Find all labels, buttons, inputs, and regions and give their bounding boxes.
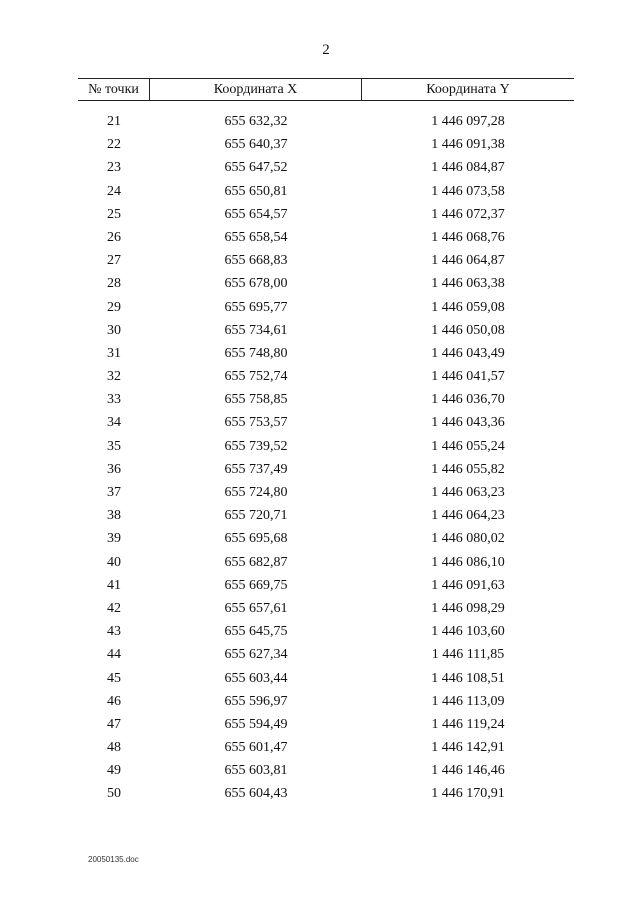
table-row [78,435,574,458]
table-row [78,504,574,527]
point-number-cell: 21 [107,114,121,129]
coordinate-y-cell: 1 446 119,24 [431,716,505,732]
coordinate-x-cell: 655 695,77 [224,299,288,315]
coordinate-y-cell: 1 446 064,23 [431,508,505,524]
coordinate-x-cell: 655 645,75 [224,624,288,640]
page-number: 2 [322,42,330,58]
table-row [78,342,574,365]
coordinate-y-cell: 1 446 111,85 [431,647,505,663]
table-body [78,110,574,806]
point-number-cell: 28 [107,276,121,292]
point-number-cell: 45 [107,670,121,686]
point-number-cell: 35 [107,438,121,454]
table-row [78,736,574,759]
table-row [78,133,574,156]
coordinate-x-cell: 655 758,85 [224,392,288,408]
table-row [78,643,574,666]
table-row [78,667,574,690]
coordinate-y-cell: 1 446 103,60 [431,624,505,640]
coordinate-x-cell: 655 594,49 [224,716,288,732]
coordinate-y-cell: 1 446 043,49 [431,345,505,361]
coordinates-table [78,78,574,806]
coordinate-y-cell: 1 446 097,28 [431,114,505,129]
table-row [78,574,574,597]
coordinate-y-cell: 1 446 072,37 [431,206,505,222]
coordinate-y-cell: 1 446 170,91 [431,786,505,802]
coordinate-x-cell: 655 654,57 [224,206,288,222]
table-row [78,365,574,388]
coordinate-x-cell: 655 647,52 [224,160,288,176]
table-row [78,481,574,504]
coordinate-x-cell: 655 695,68 [224,531,288,547]
table-row [78,203,574,226]
table-row [78,411,574,434]
point-number-cell: 49 [107,763,121,779]
coordinate-x-cell: 655 748,80 [224,345,288,361]
table-row [78,272,574,295]
coordinate-x-cell: 655 601,47 [224,740,288,756]
point-number-cell: 39 [107,531,121,547]
coordinate-y-cell: 1 446 036,70 [431,392,505,408]
coordinate-y-cell: 1 446 063,23 [431,485,505,500]
point-number-cell: 31 [107,345,121,361]
coordinate-x-cell: 655 669,75 [224,577,288,593]
coordinate-y-cell: 1 446 041,57 [431,369,505,385]
coordinate-x-cell: 655 596,97 [224,693,288,709]
coordinate-x-cell: 655 753,57 [224,415,288,431]
coordinate-y-cell: 1 446 084,87 [431,160,505,176]
table-row [78,156,574,179]
coordinate-x-cell: 655 657,61 [224,600,288,616]
table-row [78,388,574,411]
point-number-cell: 29 [107,299,121,315]
coordinate-x-cell: 655 720,71 [224,508,288,524]
point-number-cell: 34 [107,415,121,431]
point-number-cell: 43 [107,624,121,640]
coordinate-y-cell: 1 446 050,08 [431,322,505,338]
coordinate-y-cell: 1 446 043,36 [431,415,505,431]
coordinate-y-cell: 1 446 113,09 [431,693,505,709]
table-row [78,226,574,249]
coordinate-x-cell: 655 632,32 [224,114,288,129]
table-row [78,458,574,481]
coordinate-y-cell: 1 446 108,51 [431,670,505,686]
coordinate-y-cell: 1 446 068,76 [431,229,505,245]
point-number-cell: 48 [107,740,121,756]
footer-filename: 20050135.doc [88,855,139,864]
point-number-cell: 40 [107,554,121,570]
coordinate-x-cell: 655 734,61 [224,322,288,338]
point-number-cell: 23 [107,160,121,176]
coordinate-y-cell: 1 446 091,63 [431,577,505,593]
point-number-cell: 33 [107,392,121,408]
table-row [78,110,574,133]
table-row [78,249,574,272]
table-row [78,319,574,342]
coordinate-x-cell: 655 678,00 [224,276,288,292]
point-number-cell: 22 [107,137,121,153]
point-number-cell: 47 [107,716,121,732]
coordinate-x-cell: 655 603,81 [224,763,288,779]
coordinate-y-cell: 1 446 073,58 [431,183,505,199]
header-coordinate-y: Координата Y [426,82,510,97]
table-row [78,759,574,782]
point-number-cell: 27 [107,253,121,269]
coordinate-y-cell: 1 446 055,82 [431,461,505,477]
coordinate-y-cell: 1 446 091,38 [431,137,505,153]
point-number-cell: 50 [107,786,121,802]
point-number-cell: 41 [107,577,121,593]
point-number-cell: 32 [107,369,121,385]
coordinate-x-cell: 655 739,52 [224,438,288,454]
header-coordinate-x: Координата X [150,79,362,100]
coordinate-x-cell: 655 640,37 [224,137,288,153]
coordinate-x-cell: 655 682,87 [224,554,288,570]
coordinate-x-cell: 655 650,81 [224,183,288,199]
coordinate-x-cell: 655 627,34 [224,647,288,663]
table-row [78,296,574,319]
point-number-cell: 36 [107,461,121,477]
point-number-cell: 26 [107,229,121,245]
point-number-cell: 30 [107,322,121,338]
table-row [78,551,574,574]
coordinate-x-cell: 655 752,74 [224,369,288,385]
header-point-number: № точки [78,79,150,100]
coordinate-x-cell: 655 604,43 [224,786,288,802]
coordinate-y-cell: 1 446 063,38 [431,276,505,292]
table-row [78,713,574,736]
coordinate-y-cell: 1 446 080,02 [431,531,505,547]
table-header [78,78,574,101]
coordinate-y-cell: 1 446 142,91 [431,740,505,756]
coordinate-y-cell: 1 446 059,08 [431,299,505,315]
table-row [78,690,574,713]
table-row [78,620,574,643]
coordinate-x-cell: 655 658,54 [224,229,288,245]
coordinate-x-cell: 655 724,80 [224,485,288,500]
point-number-cell: 25 [107,206,121,222]
point-number-cell: 44 [107,647,121,663]
point-number-cell: 46 [107,693,121,709]
coordinate-y-cell: 1 446 146,46 [431,763,505,779]
coordinate-y-cell: 1 446 098,29 [431,600,505,616]
coordinate-y-cell: 1 446 064,87 [431,253,505,269]
point-number-cell: 24 [107,183,121,199]
coordinate-y-cell: 1 446 055,24 [431,438,505,454]
table-row [78,527,574,550]
coordinate-x-cell: 655 603,44 [224,670,288,686]
point-number-cell: 38 [107,508,121,524]
point-number-cell: 37 [107,485,121,500]
point-number-cell: 42 [107,600,121,616]
coordinate-x-cell: 655 668,83 [224,253,288,269]
coordinate-x-cell: 655 737,49 [224,461,288,477]
table-row [78,782,574,805]
coordinate-y-cell: 1 446 086,10 [431,554,505,570]
table-row [78,597,574,620]
table-row [78,180,574,203]
